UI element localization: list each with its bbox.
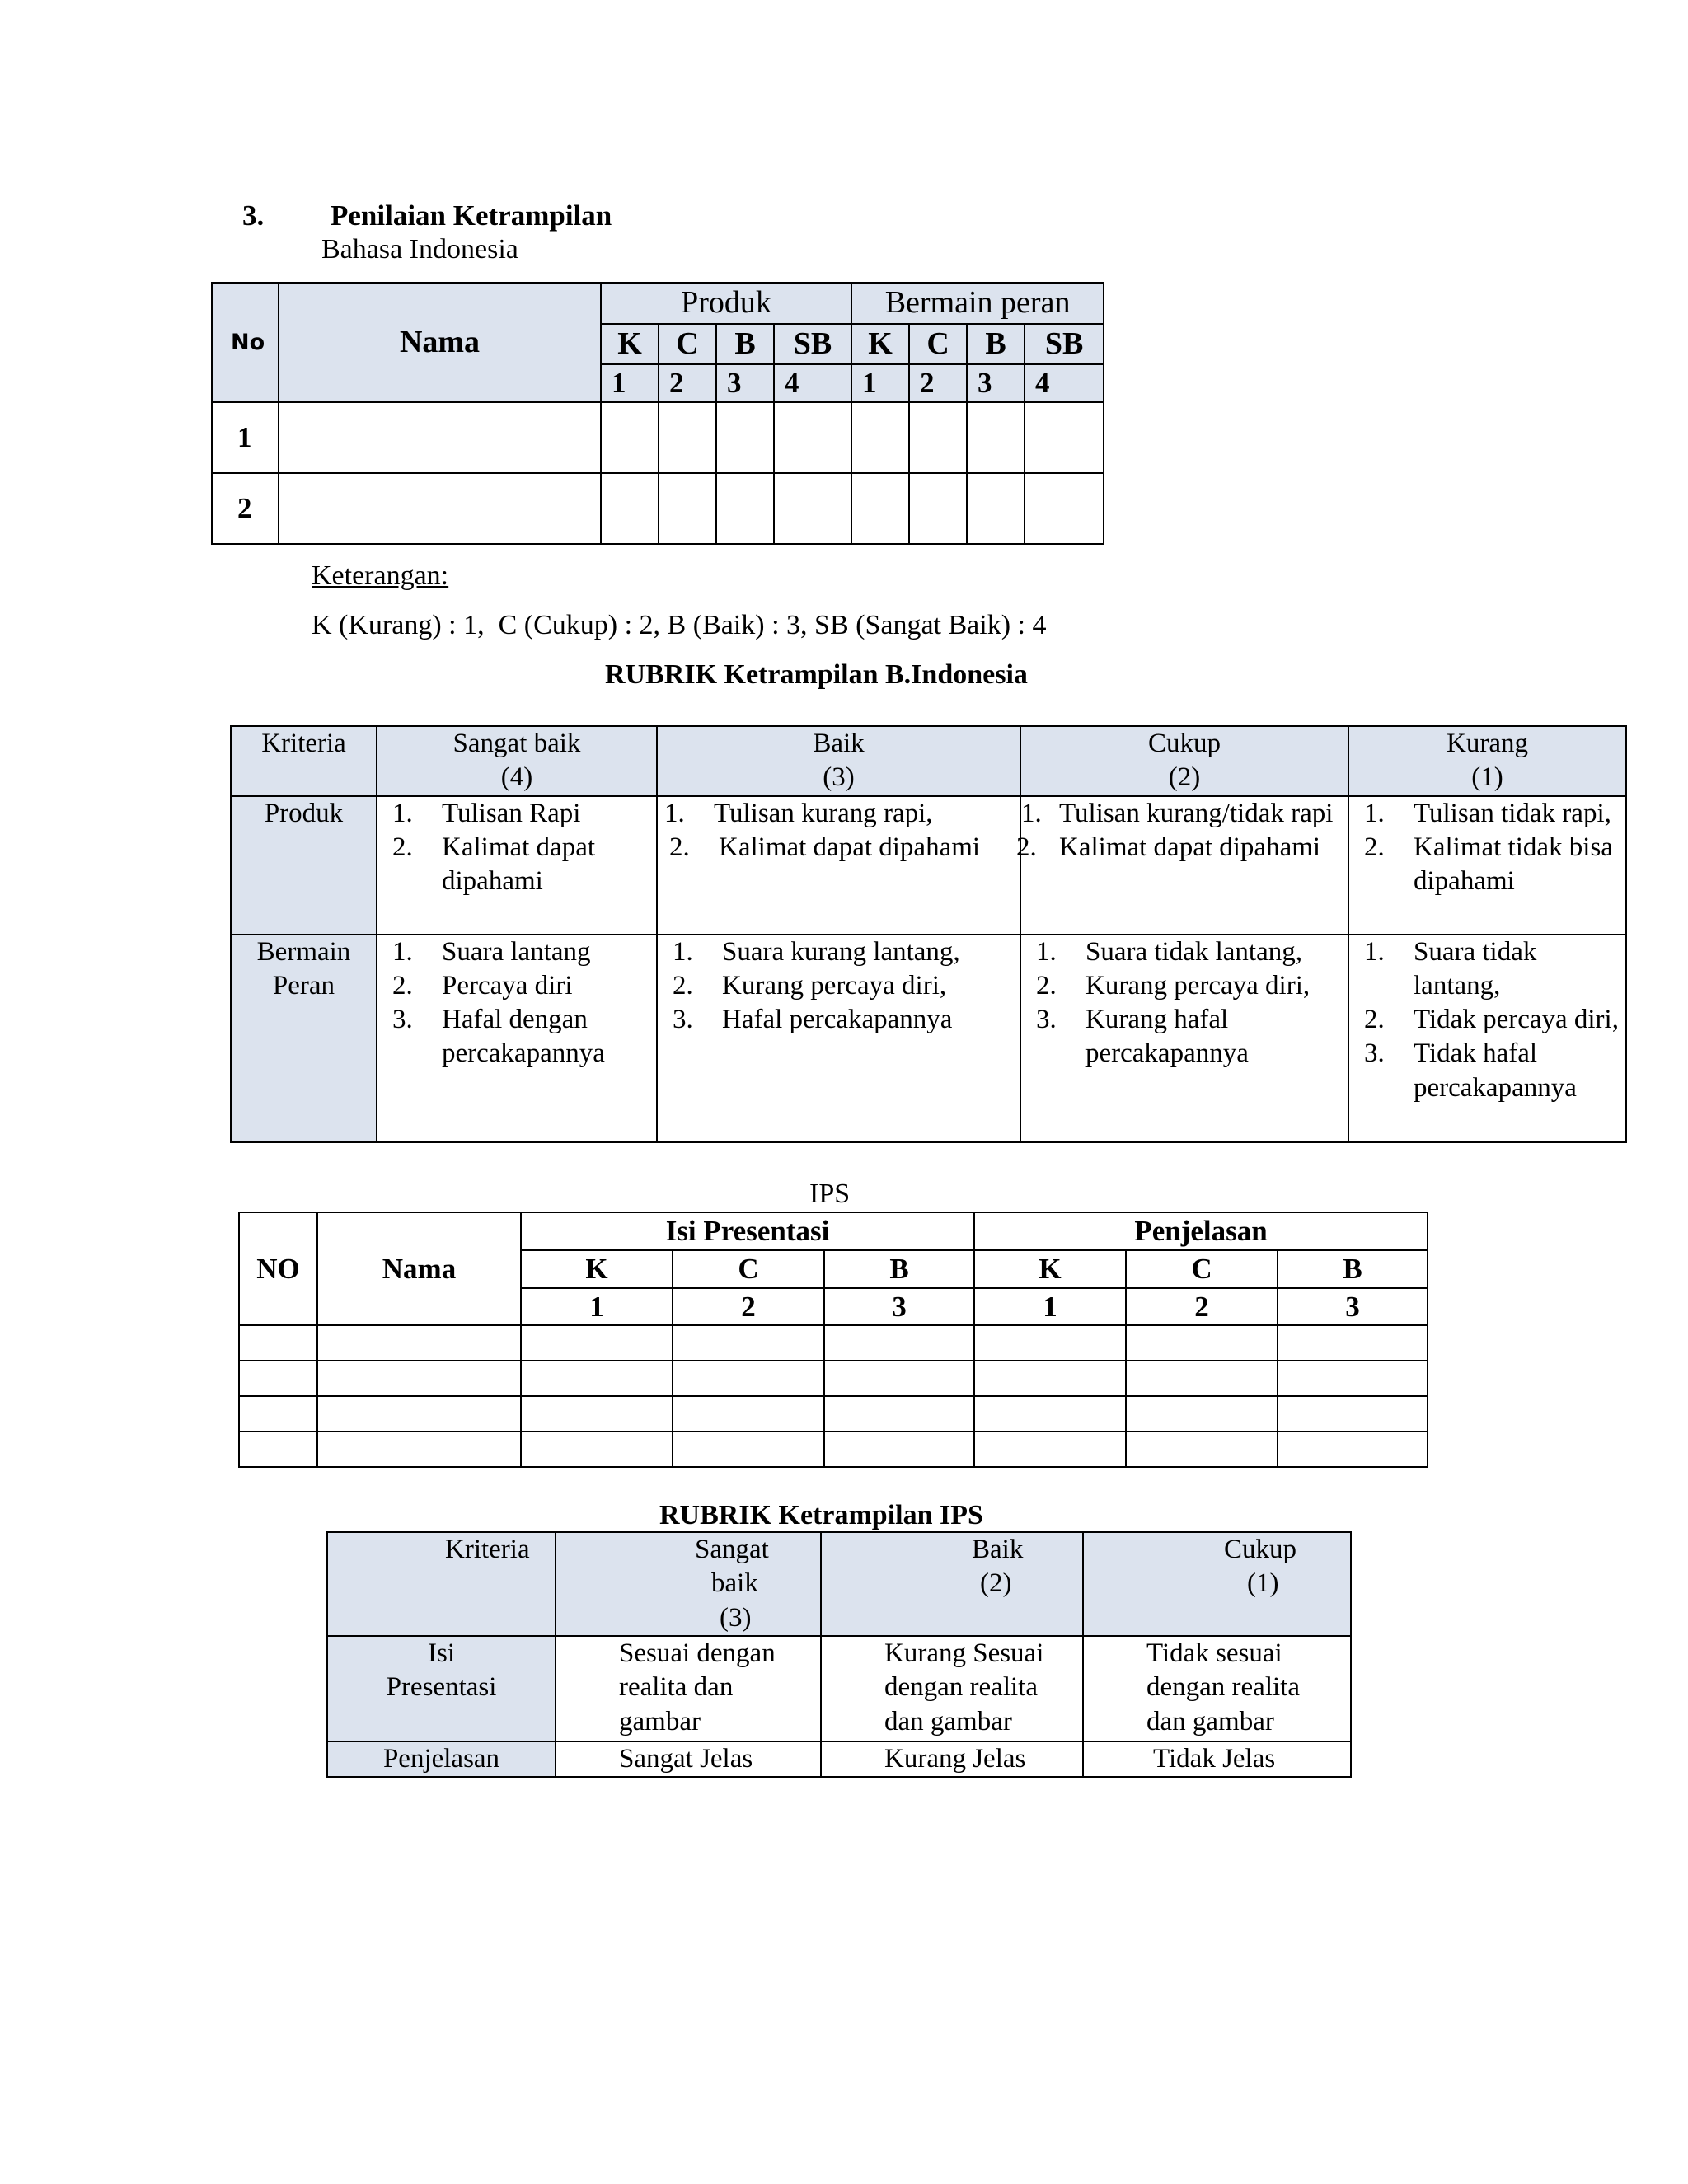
level-cell: C [673, 1250, 824, 1288]
row-number-cell[interactable] [239, 1432, 317, 1467]
list-item: 3. Tidak hafal percakapannya [1364, 1038, 1577, 1103]
table-row [212, 402, 1104, 473]
row-number: 1 [212, 402, 279, 473]
peran-baik [657, 935, 1020, 1142]
level-cell: B [716, 324, 774, 365]
kriteria-isi-presentasi: Isi Presentasi [327, 1636, 556, 1741]
score-input-cell[interactable] [824, 1432, 974, 1467]
list-item: 1. Tulisan kurang rapi, [664, 798, 933, 828]
table-row [239, 1325, 1428, 1361]
isi-sangat-baik: Sesuai dengan realita dan gambar [556, 1636, 821, 1741]
score-input-cell[interactable] [673, 1361, 824, 1396]
header-isi-presentasi: Isi Presentasi [521, 1212, 974, 1250]
score-input-cell[interactable] [1278, 1325, 1428, 1361]
header-kurang: Kurang (1) [1348, 726, 1626, 796]
header-sangat-baik: Sangat baik (3) [556, 1532, 821, 1636]
score-input-cell[interactable] [1025, 473, 1104, 544]
level-cell: C [909, 324, 967, 365]
score-input-cell[interactable] [851, 473, 909, 544]
score-input-cell[interactable] [974, 1432, 1126, 1467]
list-item: 1. Suara tidak lantang, [1036, 936, 1303, 967]
row-number-cell[interactable] [239, 1361, 317, 1396]
score-input-cell[interactable] [974, 1325, 1126, 1361]
level-cell: B [824, 1250, 974, 1288]
kriteria-bermain-peran: Bermain Peran [231, 935, 377, 1142]
rubric-bindonesia-table [230, 725, 1627, 1143]
list-item: 3. Hafal dengan percakapannya [392, 1005, 605, 1069]
score-input-cell[interactable] [521, 1325, 673, 1361]
score-cell: 3 [1278, 1288, 1428, 1326]
header-kriteria: Kriteria [231, 726, 377, 796]
list-item: 1. Suara kurang lantang, [673, 936, 960, 967]
header-nama: Nama [279, 283, 601, 402]
penjelasan-baik: Kurang Jelas [821, 1741, 1083, 1777]
level-cell: SB [1025, 324, 1104, 365]
header-cukup: Cukup (2) [1020, 726, 1348, 796]
score-input-cell[interactable] [659, 402, 716, 473]
score-cell: 2 [1126, 1288, 1278, 1326]
score-input-cell[interactable] [909, 473, 967, 544]
score-input-cell[interactable] [774, 402, 851, 473]
score-input-cell[interactable] [1278, 1361, 1428, 1396]
score-input-cell[interactable] [824, 1325, 974, 1361]
rubric-ips-table [326, 1531, 1352, 1778]
name-cell[interactable] [279, 473, 601, 544]
list-item: 2. Percaya diri [392, 970, 573, 1001]
list-item: 3. Hafal percakapannya [673, 1005, 953, 1034]
produk-kurang [1348, 796, 1626, 935]
rubric-bindonesia-title: RUBRIK Ketrampilan B.Indonesia [605, 659, 1028, 690]
score-input-cell[interactable] [851, 402, 909, 473]
kriteria-produk: Produk [231, 796, 377, 935]
list-item: 2. Kalimat dapat dipahami [669, 832, 981, 862]
score-cell: 3 [824, 1288, 974, 1326]
list-item: 1. Suara tidak lantang, [1364, 936, 1537, 1001]
level-cell: C [1126, 1250, 1278, 1288]
header-produk: Produk [601, 283, 851, 324]
level-cell: K [601, 324, 659, 365]
peran-sangat-baik [377, 935, 657, 1142]
score-input-cell[interactable] [1126, 1432, 1278, 1467]
list-item: 1. Suara lantang [392, 936, 591, 967]
score-input-cell[interactable] [1025, 402, 1104, 473]
level-cell: B [967, 324, 1025, 365]
section-number: 3. [242, 199, 265, 232]
score-input-cell[interactable] [1126, 1361, 1278, 1396]
score-input-cell[interactable] [967, 473, 1025, 544]
header-baik: Baik (3) [657, 726, 1020, 796]
name-cell[interactable] [317, 1361, 521, 1396]
header-penjelasan: Penjelasan [974, 1212, 1428, 1250]
row-number: 2 [212, 473, 279, 544]
row-number-cell[interactable] [239, 1325, 317, 1361]
score-cell: 1 [521, 1288, 673, 1326]
name-cell[interactable] [317, 1432, 521, 1467]
header-cukup: Cukup (1) [1083, 1532, 1351, 1636]
score-cell: 4 [774, 364, 851, 402]
section-subtitle: Bahasa Indonesia [321, 234, 518, 265]
list-item: 3. Kurang hafal percakapannya [1036, 1005, 1249, 1069]
ips-score-table [238, 1212, 1428, 1468]
name-cell[interactable] [279, 402, 601, 473]
header-nama: Nama [317, 1212, 521, 1325]
score-input-cell[interactable] [1278, 1396, 1428, 1432]
score-input-cell[interactable] [909, 402, 967, 473]
score-cell: 4 [1025, 364, 1104, 402]
header-no: NO [239, 1212, 317, 1325]
level-cell: C [659, 324, 716, 365]
score-input-cell[interactable] [601, 402, 659, 473]
ips-title: IPS [809, 1179, 851, 1209]
penjelasan-sangat-baik: Sangat Jelas [556, 1741, 821, 1777]
score-input-cell[interactable] [774, 473, 851, 544]
level-cell: B [1278, 1250, 1428, 1288]
list-item: 1. Tulisan Rapi [392, 798, 581, 828]
list-item: 2. Kalimat dapat dipahami [392, 832, 596, 896]
score-input-cell[interactable] [716, 402, 774, 473]
level-cell: K [521, 1250, 673, 1288]
score-input-cell[interactable] [673, 1396, 824, 1432]
list-item: 1. Tulisan tidak rapi, [1364, 798, 1611, 828]
score-cell: 2 [673, 1288, 824, 1326]
list-item: 2. Tidak percaya diri, [1364, 1005, 1619, 1034]
list-item: 2. Kalimat dapat dipahami [1016, 832, 1321, 862]
header-no: No [212, 283, 279, 402]
score-input-cell[interactable] [974, 1361, 1126, 1396]
isi-cukup: Tidak sesuai dengan realita dan gambar [1083, 1636, 1351, 1741]
keterangan-label: Keterangan: [312, 560, 449, 591]
peran-cukup [1020, 935, 1348, 1142]
rubric-ips-title: RUBRIK Ketrampilan IPS [659, 1500, 983, 1530]
keterangan-text: K (Kurang) : 1, C (Cukup) : 2, B (Baik) : 3, SB (Sangat Baik) : 4 [312, 610, 1047, 640]
score-input-cell[interactable] [716, 473, 774, 544]
list-item: 2. Kalimat tidak bisa dipahami [1364, 832, 1613, 896]
score-input-cell[interactable] [521, 1396, 673, 1432]
score-input-cell[interactable] [521, 1361, 673, 1396]
kriteria-penjelasan: Penjelasan [327, 1741, 556, 1777]
table-row [239, 1361, 1428, 1396]
score-cell: 3 [967, 364, 1025, 402]
section-title: Penilaian Ketrampilan [331, 199, 612, 232]
score-input-cell[interactable] [673, 1432, 824, 1467]
score-cell: 2 [659, 364, 716, 402]
list-item: 2. Kurang percaya diri, [1036, 970, 1311, 1001]
table-row [239, 1432, 1428, 1467]
list-item: 2. Kurang percaya diri, [673, 970, 947, 1001]
score-cell: 3 [716, 364, 774, 402]
level-cell: K [851, 324, 909, 365]
score-cell: 1 [974, 1288, 1126, 1326]
name-cell[interactable] [317, 1396, 521, 1432]
score-input-cell[interactable] [1126, 1396, 1278, 1432]
score-input-cell[interactable] [967, 402, 1025, 473]
score-cell: 1 [601, 364, 659, 402]
score-input-cell[interactable] [974, 1396, 1126, 1432]
level-cell: K [974, 1250, 1126, 1288]
list-item: 1. Tulisan kurang/tidak rapi [1021, 798, 1334, 828]
table-row [212, 473, 1104, 544]
produk-cukup [1016, 796, 1348, 935]
score-input-cell[interactable] [659, 473, 716, 544]
score-input-cell[interactable] [521, 1432, 673, 1467]
peran-kurang [1348, 935, 1626, 1142]
isi-baik: Kurang Sesuai dengan realita dan gambar [821, 1636, 1083, 1741]
score-input-cell[interactable] [824, 1361, 974, 1396]
score-cell: 2 [909, 364, 967, 402]
score-input-cell[interactable] [601, 473, 659, 544]
header-baik: Baik (2) [821, 1532, 1083, 1636]
name-cell[interactable] [317, 1325, 521, 1361]
bahasa-indonesia-score-table [211, 282, 1104, 545]
header-sangat-baik: Sangat baik (4) [377, 726, 657, 796]
level-cell: SB [774, 324, 851, 365]
header-bermain-peran: Bermain peran [851, 283, 1104, 324]
score-input-cell[interactable] [824, 1396, 974, 1432]
score-input-cell[interactable] [673, 1325, 824, 1361]
score-input-cell[interactable] [1126, 1325, 1278, 1361]
row-number-cell[interactable] [239, 1396, 317, 1432]
score-input-cell[interactable] [1278, 1432, 1428, 1467]
score-cell: 1 [851, 364, 909, 402]
produk-sangat-baik [377, 796, 657, 935]
table-row [239, 1396, 1428, 1432]
penjelasan-cukup: Tidak Jelas [1083, 1741, 1351, 1777]
header-kriteria: Kriteria [327, 1532, 556, 1636]
produk-baik [657, 796, 1020, 935]
